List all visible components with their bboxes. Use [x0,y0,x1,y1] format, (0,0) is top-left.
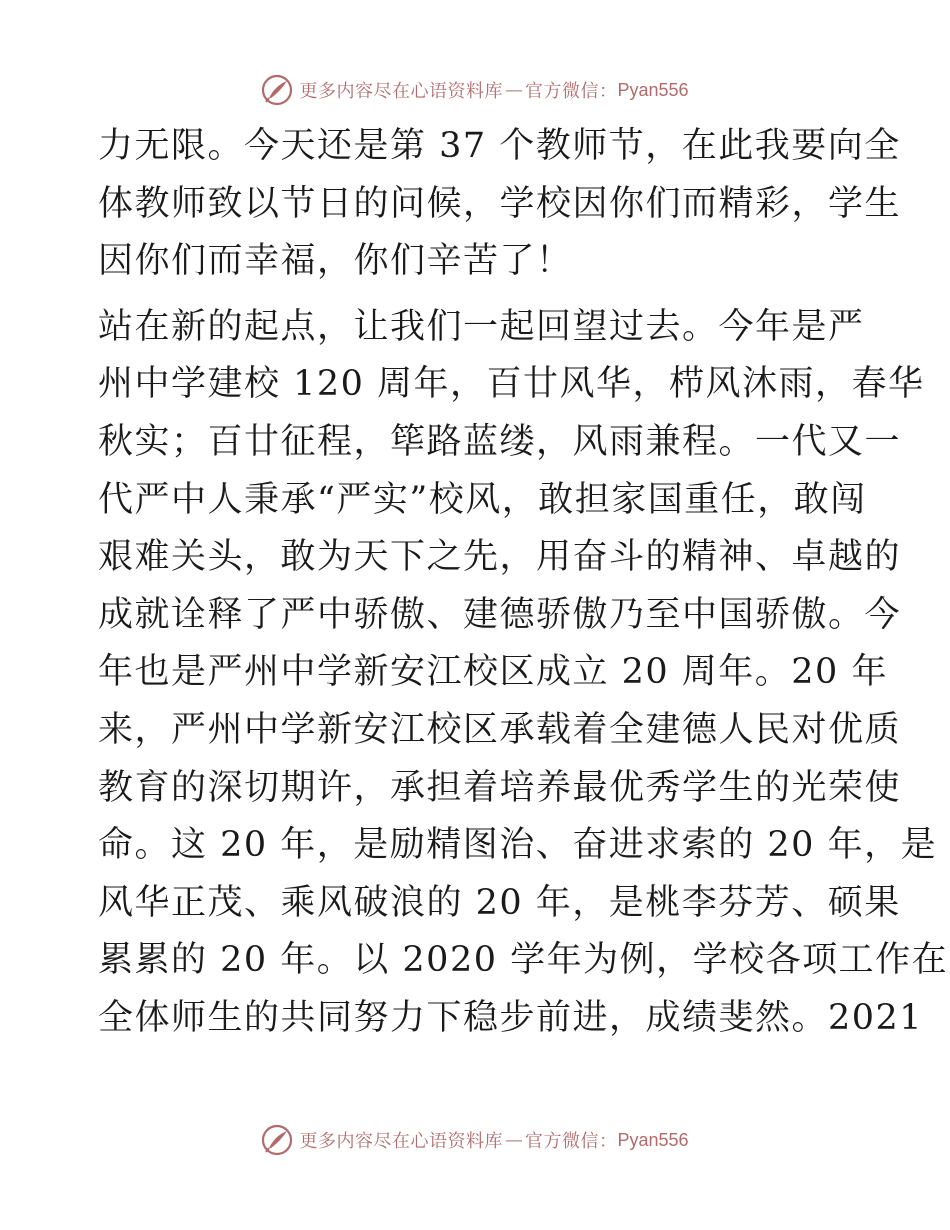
watermark-handle: Pyan556 [617,79,689,100]
text-line: 年也是严州中学新安江校区成立 20 周年。20 年 [98,652,888,693]
text-line: 命。这 20 年，是励精图治、奋进求索的 20 年，是 [98,825,938,866]
text-line: 全体师生的共同努力下稳步前进，成绩斐然。2021 [98,997,924,1038]
text-line: 代严中人秉承“严实”校风，敢担家国重任，敢闯 [98,479,867,520]
watermark-handle: Pyan556 [617,1129,689,1150]
paragraph-gap [98,291,858,299]
watermark-separator: — [504,1129,523,1151]
watermark-label: 官方微信： [524,1131,618,1152]
text-line: 教育的深切期许，承担着培养最优秀学生的光荣使 [98,767,902,808]
watermark-text: 更多内容尽在心语资料库 [299,1131,503,1152]
text-line: 因你们而幸福，你们辛苦了！ [98,241,573,282]
watermark-separator: — [504,79,523,101]
text-line: 站在新的起点，让我们一起回望过去。今年是严 [98,306,865,347]
watermark-text: 更多内容尽在心语资料库 [299,81,503,102]
document-body [98,118,949,1048]
paragraph-1 [98,118,902,291]
header-watermark [0,70,950,110]
text-line: 来，严州中学新安江校区承载着全建德人民对优质 [98,709,902,750]
text-line: 秋实；百廿征程，筚路蓝缕，风雨兼程。一代又一 [98,421,902,462]
watermark-label: 官方微信： [524,81,618,102]
feather-pen-logo-icon [261,1124,293,1156]
text-line: 风华正茂、乘风破浪的 20 年，是桃李芬芳、硕果 [98,882,901,923]
footer-watermark [0,1120,950,1160]
paragraph-2 [98,299,949,1048]
text-line: 累累的 20 年。以 2020 学年为例，学校各项工作在 [98,940,949,981]
text-line: 体教师致以节日的问候，学校因你们而精彩，学生 [98,183,902,224]
text-line: 力无限。今天还是第 37 个教师节，在此我要向全 [98,126,901,166]
text-line: 成就诠释了严中骄傲、建德骄傲乃至中国骄傲。今 [98,594,902,635]
feather-pen-logo-icon [261,74,293,106]
text-line: 州中学建校 120 周年，百廿风华，栉风沐雨，春华 [98,364,925,405]
text-line: 艰难关头，敢为天下之先，用奋斗的精神、卓越的 [98,537,902,578]
